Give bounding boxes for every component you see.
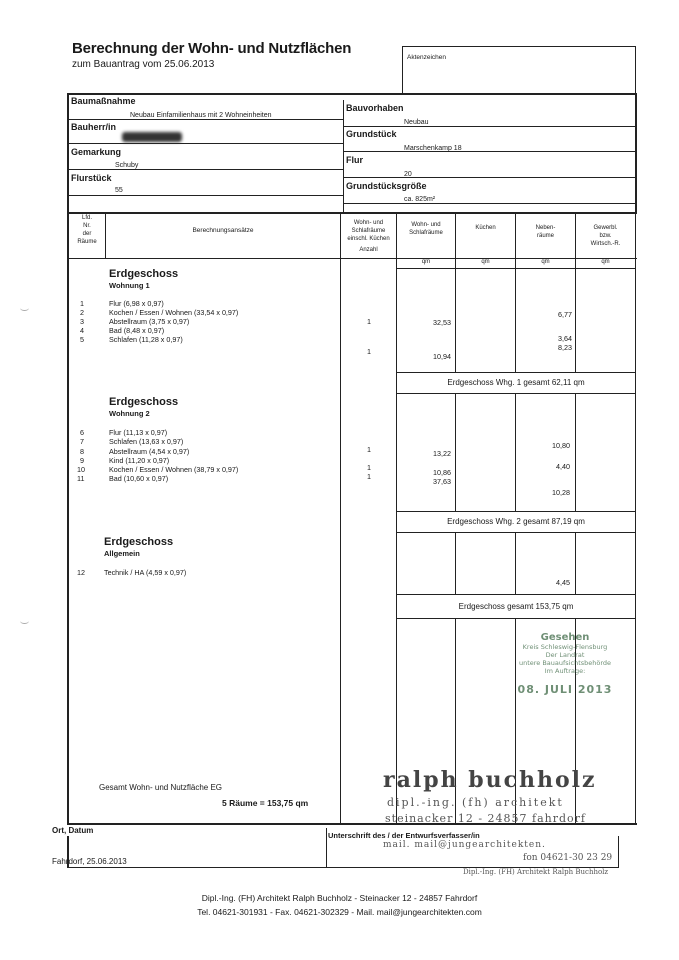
page-title: Berechnung der Wohn- und Nutzflächen	[72, 40, 352, 57]
section-1-title: Erdgeschoss	[109, 268, 179, 280]
footer-contact: Tel. 04621-301931 - Fax. 04621-302329 - Mail. mail@jungearchitekten.com	[197, 907, 482, 917]
architect-name: ralph buchholz	[383, 767, 597, 793]
approval-stamp	[505, 632, 625, 696]
ort-datum-value: Fahrdorf, 25.06.2013	[52, 857, 127, 866]
col-anzahl: Anzahl	[359, 247, 378, 253]
flur-value: 20	[404, 171, 412, 178]
architect-tel: fon 04621-30 23 29	[523, 853, 613, 863]
total-label: Gesamt Wohn- und Nutzfläche EG	[99, 783, 223, 792]
col-neben-line1: Neben-	[535, 225, 556, 231]
col-wq-line1: Wohn- und	[411, 222, 441, 228]
row-text: Abstellraum (3,75 x 0,97)	[109, 317, 190, 326]
row-text: Schlafen (13,63 x 0,97)	[109, 437, 184, 446]
row-nr: 9	[80, 456, 84, 465]
row-anzahl: 1	[367, 317, 371, 326]
row-neben: 4,40	[556, 462, 570, 471]
row-neben: 3,64	[558, 334, 572, 343]
baumassnahme-label: Baumaßnahme	[71, 96, 136, 106]
row-nr: 3	[80, 317, 84, 326]
flur-label: Flur	[346, 155, 363, 165]
stamp-line5: Im Auftrage:	[544, 667, 586, 675]
row-nr: 6	[80, 428, 84, 437]
stamp-line3: Der Landrat	[545, 651, 585, 659]
row-wohn: 32,53	[433, 318, 451, 327]
aktenzeichen-label: Aktenzeichen	[407, 54, 447, 61]
row-anzahl: 1	[367, 463, 371, 472]
row-text: Flur (6,98 x 0,97)	[109, 299, 164, 308]
col-lfd-line3: der	[82, 231, 92, 237]
col-gew-line3: Wirtsch.-R.	[590, 241, 621, 247]
redaction-mark	[122, 132, 182, 142]
col-gew-line1: Gewerbl.	[593, 225, 618, 231]
row-nr: 8	[80, 447, 84, 456]
row-nr: 1	[80, 299, 84, 308]
section-2-subtitle: Wohnung 2	[109, 409, 150, 418]
grundstuecksgroesse-value: ca. 825m²	[404, 196, 436, 203]
page-subtitle: zum Bauantrag vom 25.06.2013	[72, 59, 215, 70]
col-wohn-line3: einschl. Küchen	[347, 236, 390, 242]
col-qm-neben: qm	[541, 259, 550, 265]
row-text: Bad (10,60 x 0,97)	[109, 474, 169, 483]
grundstueck-value: Marschenkamp 18	[404, 145, 462, 152]
row-text: Kochen / Essen / Wohnen (33,54 x 0,97)	[109, 308, 239, 317]
stamp-line1: Gesehen	[540, 632, 590, 643]
col-lfd-line2: Nr.	[83, 223, 91, 229]
architect-sign: Dipl.-Ing. (FH) Architekt Ralph Buchholz	[463, 868, 609, 876]
grundstuecksgroesse-label: Grundstücksgröße	[346, 181, 427, 191]
subtotal-whg2: Erdgeschoss Whg. 2 gesamt 87,19 qm	[447, 517, 585, 526]
row-wohn: 10,86	[433, 468, 451, 477]
unterschrift-label: Unterschrift des / der Entwurfsverfasser/in	[328, 831, 480, 840]
row-nr: 10	[77, 465, 85, 474]
stamp-line4: untere Bauaufsichtsbehörde	[518, 659, 612, 667]
section-3-title: Erdgeschoss	[104, 536, 174, 548]
row-text: Abstellraum (4,54 x 0,97)	[109, 447, 190, 456]
gemarkung-label: Gemarkung	[71, 147, 122, 157]
row-nr: 4	[80, 326, 84, 335]
bauvorhaben-value: Neubau	[404, 119, 429, 126]
row-text: Schlafen (11,28 x 0,97)	[109, 335, 183, 344]
ort-datum-label: Ort, Datum	[52, 826, 94, 835]
row-nr: 2	[80, 308, 84, 317]
row-nr: 7	[80, 437, 84, 446]
architect-mail: mail. mail@jungearchitekten.	[383, 840, 546, 850]
bauherr-label: Bauherr/in	[71, 122, 117, 132]
col-lfd-line4: Räume	[77, 239, 97, 245]
col-wq-line2: Schlafräume	[409, 230, 443, 236]
col-kuechen: Küchen	[475, 225, 496, 231]
architect-street: steinacker 12 - 24857 fahrdorf	[385, 812, 586, 825]
row-nr: 12	[77, 568, 85, 577]
total-value: 5 Räume = 153,75 qm	[222, 798, 309, 808]
row-anzahl: 1	[367, 445, 371, 454]
flurstueck-value: 55	[115, 187, 123, 194]
subtotal-gesamt: Erdgeschoss gesamt 153,75 qm	[458, 602, 574, 611]
row-neben: 6,77	[558, 310, 572, 319]
row-text: Kind (11,20 x 0,97)	[109, 456, 170, 465]
row-wohn: 37,63	[433, 477, 451, 486]
footer-address: Dipl.-Ing. (FH) Architekt Ralph Buchholz - Steinacker 12 - 24857 Fahrdorf	[201, 893, 478, 903]
row-text: Flur (11,13 x 0,97)	[109, 428, 168, 437]
row-text: Bad (8,48 x 0,97)	[109, 326, 165, 335]
row-nr: 11	[77, 474, 85, 483]
row-neben: 8,23	[558, 343, 572, 352]
col-qm-wohn: qm	[421, 259, 431, 265]
flurstueck-label: Flurstück	[71, 173, 112, 183]
col-gew-line2: bzw.	[599, 233, 612, 239]
col-wohn-line2: Schlafräume	[351, 228, 386, 234]
stamp-date: 08. JULI 2013	[517, 683, 613, 696]
row-wohn: 10,94	[433, 352, 451, 361]
row-neben: 10,28	[552, 488, 570, 497]
row-neben: 10,80	[552, 441, 570, 450]
baumassnahme-value: Neubau Einfamilienhaus mit 2 Wohneinheiten	[130, 112, 272, 119]
col-qm-kuechen: qm	[481, 259, 490, 265]
section-3-subtitle: Allgemein	[104, 549, 140, 558]
row-anzahl: 1	[367, 347, 371, 356]
col-berechnungsansaetze: Berechnungsansätze	[192, 227, 254, 234]
gemarkung-value: Schuby	[115, 162, 139, 169]
subtotal-whg1: Erdgeschoss Whg. 1 gesamt 62,11 qm	[447, 378, 585, 387]
col-wohn-line1: Wohn- und	[353, 220, 384, 226]
bauvorhaben-label: Bauvorhaben	[346, 103, 404, 113]
row-anzahl: 1	[367, 472, 371, 481]
section-2-title: Erdgeschoss	[109, 396, 179, 408]
row-text: Kochen / Essen / Wohnen (38,79 x 0,97)	[109, 465, 239, 474]
row-wohn: 13,22	[433, 449, 451, 458]
aktenzeichen-box	[402, 46, 636, 94]
stamp-line2: Kreis Schleswig-Flensburg	[522, 643, 608, 651]
row-neben: 4,45	[556, 578, 570, 587]
col-neben-line2: räume	[536, 233, 554, 239]
row-nr: 5	[80, 335, 84, 344]
col-lfd-line1: Lfd.	[81, 215, 92, 221]
col-qm-gewerbl: qm	[601, 259, 610, 265]
grundstueck-label: Grundstück	[346, 129, 397, 139]
section-1-subtitle: Wohnung 1	[109, 281, 150, 290]
row-text: Technik / HA (4,59 x 0,97)	[104, 568, 187, 577]
architect-title: dipl.-ing. (fh) architekt	[387, 796, 564, 809]
